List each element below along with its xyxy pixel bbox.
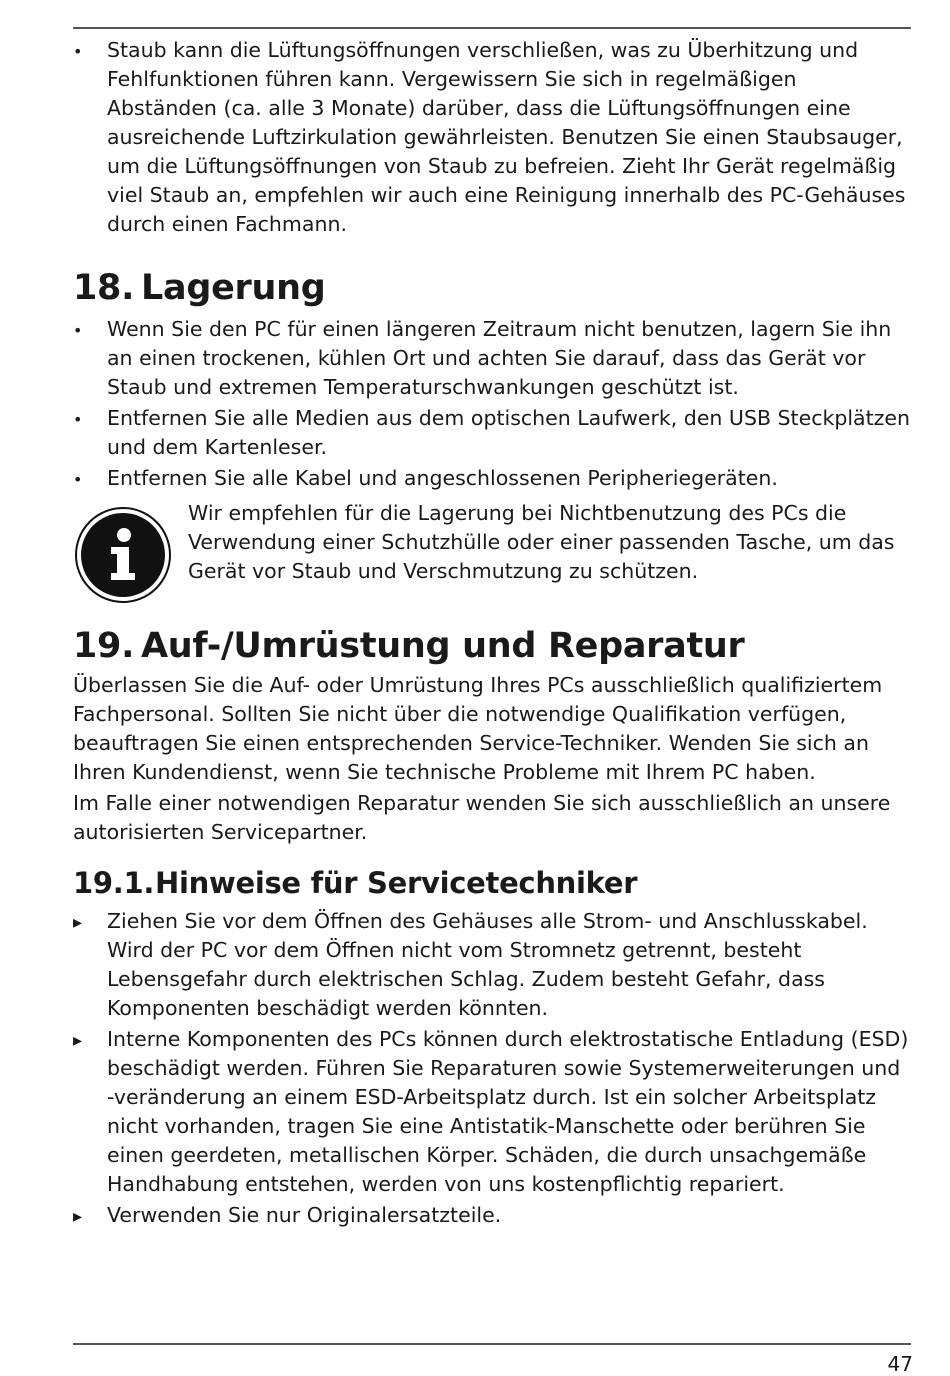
- section-title: Lagerung: [141, 268, 326, 308]
- section-18-heading: [73, 267, 911, 309]
- bullet-icon: [73, 36, 93, 66]
- page-content: [73, 36, 911, 1232]
- info-note: [73, 499, 911, 607]
- arrow-bullet-icon: [73, 907, 93, 937]
- list-item: • Wenn Sie den PC für einen längeren Zeitraum nicht benutzen, lagern Sie ihn an einen trockenen, kühlen Ort und achten Sie darauf, dass das Gerät vor Staub und extremen Temperaturschwankungen geschützt ist.: [73, 315, 911, 402]
- section-title: Auf-/Umrüstung und Reparatur: [141, 626, 745, 666]
- list-item: • Staub kann die Lüftungsöffnungen verschließen, was zu Überhitzung und Fehlfunktionen führen kann. Vergewissern Sie sich in regelmäßigen Abständen (ca. alle 3 Monate) darüber, dass die Lüftungsöffnungen eine ausreichende Luftzirkulation gewährleisten. Benutzen Sie einen Staubsauger, um die Lüftungsöffnungen von Staub zu befreien. Zieht Ihr Gerät regelmäßig viel Staub an, empfehlen wir auch eine Reinigung innerhalb des PC-Gehäuses durch einen Fachmann.: [73, 36, 911, 239]
- bullet-icon: [73, 315, 93, 345]
- section-19-1-list: [73, 907, 911, 1230]
- paragraph: Überlassen Sie die Auf- oder Umrüstung Ihres PCs ausschließlich qualifiziertem Fachpersonal. Sollten Sie nicht über die notwendige Qualifikation verfügen, beauftragen Sie einen entsprechenden Service-Techniker. Wenden Sie sich an Ihren Kundendienst, wenn Sie technische Probleme mit Ihrem PC haben.: [73, 673, 883, 784]
- paragraph: Im Falle einer notwendigen Reparatur wenden Sie sich ausschließlich an unsere autorisierten Servicepartner.: [73, 791, 891, 844]
- bottom-rule: [73, 1343, 911, 1345]
- bullet-icon: [73, 404, 93, 434]
- bullet-icon: [73, 464, 93, 494]
- section-title: Hinweise für Servicetechniker: [155, 866, 638, 900]
- section-number: 19.: [73, 626, 135, 666]
- section-number: 18.: [73, 268, 135, 308]
- arrow-bullet-icon: [73, 1201, 93, 1231]
- list-item: • Entfernen Sie alle Medien aus dem optischen Laufwerk, den USB Steckplätzen und dem Kartenleser.: [73, 404, 911, 462]
- section-18-list: [73, 315, 911, 493]
- top-rule: [73, 27, 911, 29]
- section-number: 19.1.: [73, 866, 155, 900]
- arrow-bullet-icon: [73, 1025, 93, 1055]
- list-item: • Entfernen Sie alle Kabel und angeschlossenen Peripheriegeräten.: [73, 464, 911, 493]
- list-item: ▸ Interne Komponenten des PCs können durch elektrostatische Entladung (ESD) beschädigt werden. Führen Sie Reparaturen sowie Systemerweiterungen und -veränderung an einem ESD-Arbeitsplatz durch. Ist ein solcher Arbeitsplatz nicht vorhanden, tragen Sie eine Antistatik-Manschette oder berühren Sie einen geerdeten, metallischen Körper. Schäden, die durch unsachgemäße Handhabung entstehen, werden von uns kostenpflichtig repariert.: [73, 1025, 911, 1199]
- list-item: ▸ Ziehen Sie vor dem Öffnen des Gehäuses alle Strom- und Anschlusskabel. Wird der PC vor dem Öffnen nicht vom Stromnetz getrennt, besteht Lebensgefahr durch elektrischen Schlag. Zudem besteht Gefahr, dass Komponenten beschädigt werden könnten.: [73, 907, 911, 1023]
- section-19-heading: [73, 625, 911, 667]
- info-icon: [75, 507, 171, 603]
- info-text: Wir empfehlen für die Lagerung bei Nichtbenutzung des PCs die Verwendung einer Schutzhülle oder einer passenden Tasche, um das Gerät vor Staub und Verschmutzung zu schützen.: [188, 501, 895, 583]
- intro-list: [73, 36, 911, 239]
- page-number: 47: [887, 1352, 913, 1376]
- section-19-1-heading: [73, 865, 911, 901]
- list-item: ▸ Verwenden Sie nur Originalersatzteile.: [73, 1201, 911, 1230]
